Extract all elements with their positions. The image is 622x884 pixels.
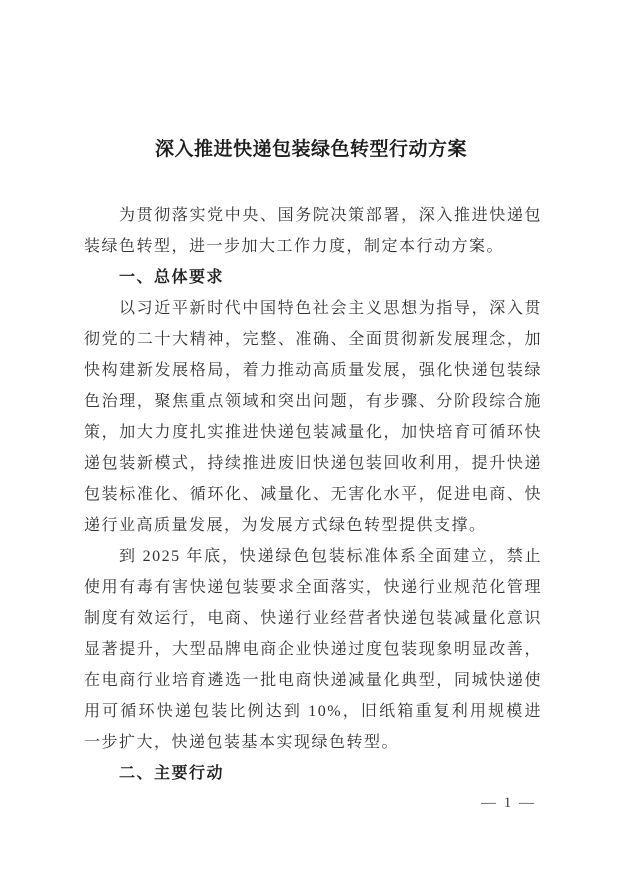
document-body xyxy=(84,200,542,789)
document-title: 深入推进快递包装绿色转型行动方案 xyxy=(154,139,467,160)
section1-paragraph-2025-goals: 到 2025 年底，快递绿色包装标准体系全面建立，禁止使用有毒有害快递包装要求全面落实，快递行业规范化管理制度有效运行，电商、快递行业经营者快递包装减量化意识显著提升，大型品牌电商企业快递过度包装现象明显改善，在电商行业培育遴选一批电商快递减量化典型，同城快递使用可循环快递包装比例达到 10%，旧纸箱重复利用规模进一步扩大，快递包装基本实现绿色转型。 xyxy=(84,548,542,751)
page-number: — 1 — xyxy=(481,795,536,811)
section1-paragraph-guiding-ideology: 以习近平新时代中国特色社会主义思想为指导，深入贯彻党的二十大精神，完整、准确、全面贯彻新发展理念，加快构建新发展格局，着力推动高质量发展，强化快递包装绿色治理，聚焦重点领域和突出问题，有步骤、分阶段综合施策，加大力度扎实推进快递包装减量化，加快培育可循环快递包装新模式，持续推进废旧快递包装回收利用，提升快递包装标准化、循环化、减量化、无害化水平，促进电商、快递行业高质量发展，为发展方式绿色转型提供支撑。 xyxy=(84,300,542,534)
section-heading-main-actions: 二、主要行动 xyxy=(119,765,225,782)
section-heading-overall-requirements: 一、总体要求 xyxy=(119,269,225,286)
intro-paragraph: 为贯彻落实党中央、国务院决策部署，深入推进快递包装绿色转型，进一步加大工作力度，制定本行动方案。 xyxy=(84,207,542,255)
